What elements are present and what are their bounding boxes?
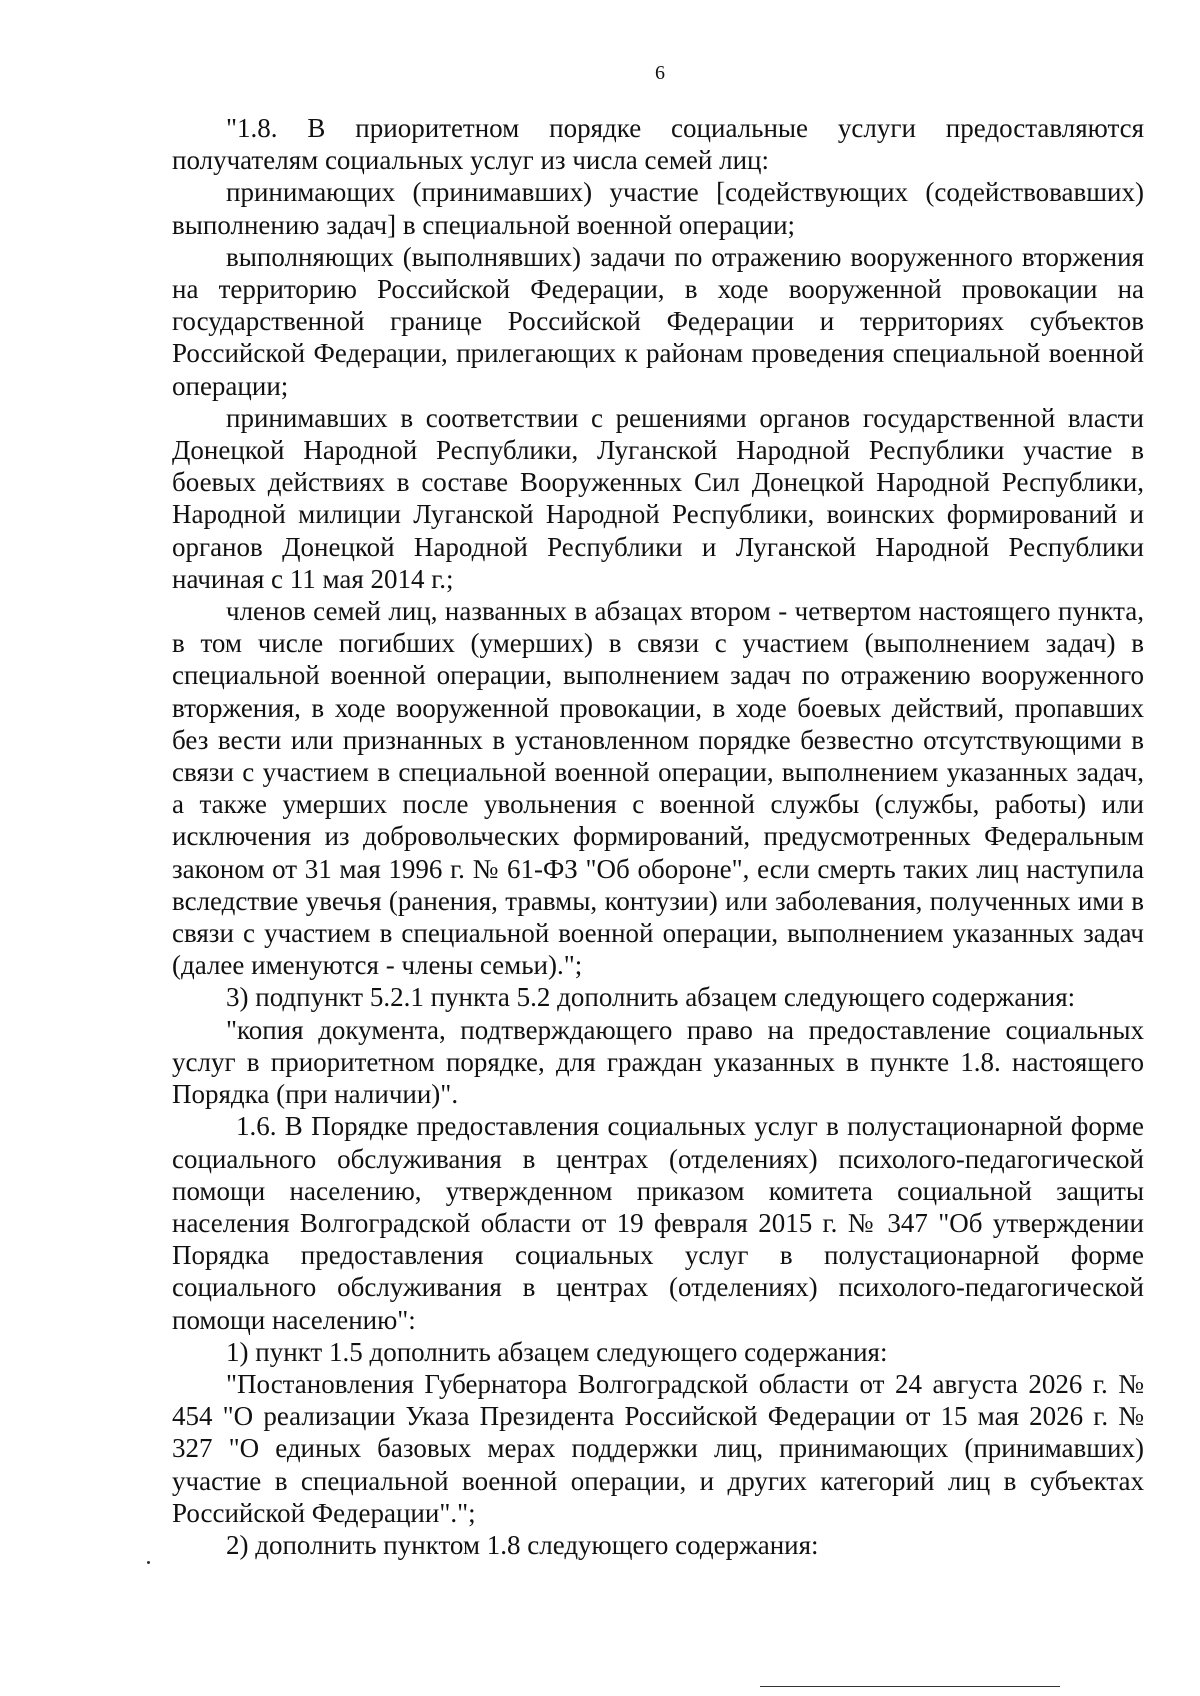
- paragraph-subitem-3: 3) подпункт 5.2.1 пункта 5.2 дополнить абзацем следующего содержания:: [226, 982, 1076, 1013]
- paragraph-family-members: членов семей лиц, названных в абзацах втором - четвертом настоящего пункта, в том числе погибших (умерших) в связи с участием (выполнением задач) в специальной военной операции, выполнением задач по отражению вооруженного вторжения, в ходе вооруженной провокации, в ходе боевых действий, пропавших без вести или признанных в установленном порядке безвестно отсутствующими в связи с участием в специальной военной операции, выполнением указанных задач, а также умерших после увольнения с военной службы (службы, работы) или исключения из добровольческих формирований, предусмотренных Федеральным законом от 31 мая 1996 г. № 61-ФЗ "Об обороне", если смерть таких лиц наступила вследствие увечья (ранения, травмы, контузии) или заболевания, полученных ими в связи с участием в специальной военной операции, выполнением указанных задач (далее именуются - члены семьи).";: [172, 596, 1144, 981]
- paragraph-invasion-defense: выполняющих (выполнявших) задачи по отражению вооруженного вторжения на территорию Российской Федерации, в ходе вооруженной провокации на государственной границе Российской Федерации и территориях субъектов Российской Федерации, прилегающих к районам проведения специальной военной операции;: [172, 241, 1144, 401]
- paragraph-decree: "Постановления Губернатора Волгоградской области от 24 августа 2026 г. № 454 "О реализации Указа Президента Российской Федерации от 15 мая 2026 г. № 327 "О единых базовых мерах поддержки лиц, принимающих (принимавших) участие в специальной военной операции, и других категорий лиц в субъектах Российской Федерации".";: [172, 1368, 1144, 1528]
- scan-artifact-dot: [147, 1561, 150, 1564]
- paragraph-dnr-lnr-participants: принимавших в соответствии с решениями органов государственной власти Донецкой Народной Республики, Луганской Народной Республики участие в боевых действиях в составе Вооруженных Сил Донецкой Народной Республики, Народной милиции Луганской Народной Республики, воинских формирований и органов Донецкой Народной Республики и Луганской Народной Республики начиная с 11 мая 2014 г.;: [172, 402, 1144, 594]
- bottom-rule: [760, 1686, 1060, 1687]
- document-body: [172, 112, 1144, 1561]
- paragraph-subitem-2: 2) дополнить пунктом 1.8 следующего содержания:: [226, 1529, 819, 1560]
- paragraph-1-6: 1.6. В Порядке предоставления социальных услуг в полустационарной форме социального обслуживания в центрах (отделениях) психолого-педагогической помощи населению, утвержденном приказом комитета социальной защиты населения Волгоградской области от 19 февраля 2015 г. № 347 "Об утверждении Порядка предоставления социальных услуг в полустационарной форме социального обслуживания в центрах (отделениях) психолого-педагогической помощи населению":: [172, 1111, 1144, 1335]
- paragraph-document-copy: "копия документа, подтверждающего право на предоставление социальных услуг в приоритетном порядке, для граждан указанных в пункте 1.8. настоящего Порядка (при наличии)".: [172, 1014, 1144, 1110]
- paragraph-1-8-intro: "1.8. В приоритетном порядке социальные услуги предоставляются получателям социальных услуг из числа семей лиц:: [172, 113, 1144, 176]
- page-number: 6: [655, 62, 665, 84]
- paragraph-svo-participants: принимающих (принимавших) участие [содействующих (содействовавших) выполнению задач] в специальной военной операции;: [172, 177, 1144, 240]
- paragraph-subitem-1: 1) пункт 1.5 дополнить абзацем следующего содержания:: [226, 1336, 888, 1367]
